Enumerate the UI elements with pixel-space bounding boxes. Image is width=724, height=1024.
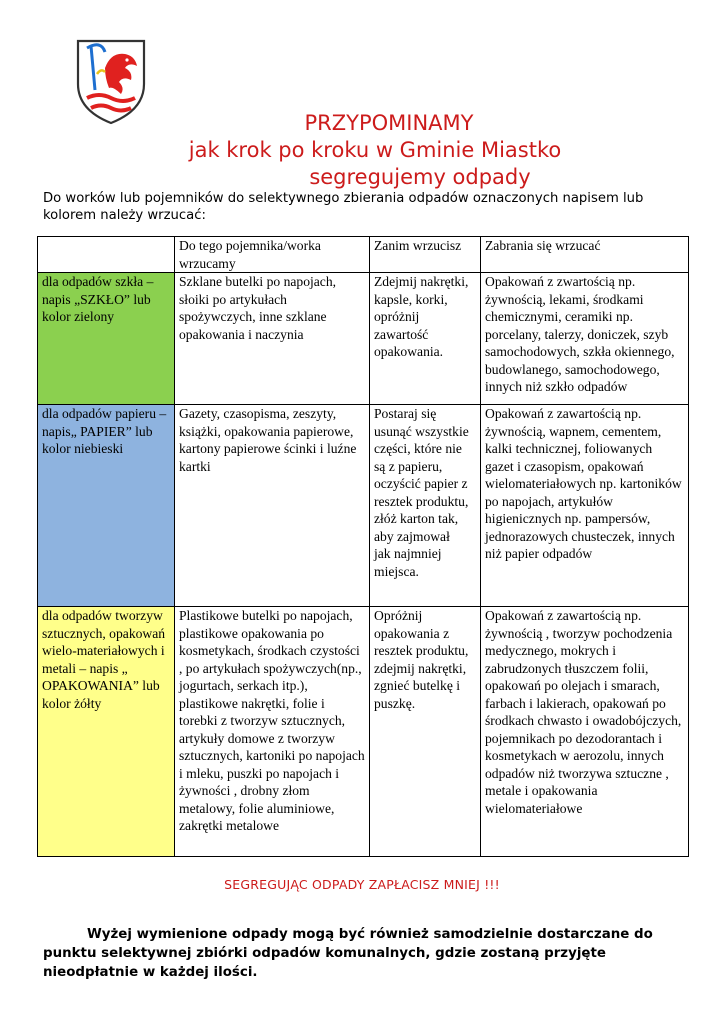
header-cell-forbidden: Zabrania się wrzucać (481, 237, 689, 273)
accepted-glass: Szklane butelki po napojach, słoiki po artykułach spożywczych, inne szklane opakowania i naczynia (179, 274, 337, 342)
accepted-cell-paper (175, 405, 370, 607)
header-cell-before: Zanim wrzucisz (370, 237, 481, 273)
category-paper: dla odpadów papieru – napis„ PAPIER” lub kolor niebieski (42, 406, 167, 456)
category-cell-paper (38, 405, 175, 607)
forbidden-cell-glass (481, 273, 689, 405)
forbidden-glass: Opakowań z zwartością np. żywnością, lekami, środkami chemicznymi, ceramiki np. porcelany, talerzy, doniczek, szyb samochodowych, szkła okiennego, budowlanego, samochodowego, innych niż szkło odpadów (485, 274, 675, 394)
forbidden-cell-paper (481, 405, 689, 607)
forbidden-packaging: Opakowań z zawartością np. żywnością , tworzyw pochodzenia medycznego, mokrych i zabrudzonych tłuszczem folii, opakowań po olejach i smarach, farbach i lakierach, opakowań po środkach chwasto i owadobójczych, pojemnikach po dezodorantach i kosmetykach w aerozolu, innych odpadów niż tworzywa sztuczne , metale i opakowania wielomateriałowe (485, 608, 682, 816)
page-title (140, 110, 610, 191)
title-line-3: segregujemy odpady (309, 165, 531, 189)
category-packaging: dla odpadów tworzyw sztucznych, opakowań wielo-materiałowych i metali – napis „ OPAKOWANIA” lub kolor żółty (42, 608, 166, 711)
table-header-row (38, 237, 689, 273)
before-cell-packaging (370, 607, 481, 857)
accepted-cell-glass (175, 273, 370, 405)
accepted-cell-packaging (175, 607, 370, 857)
category-glass: dla odpadów szkła – napis „SZKŁO” lub kolor zielony (42, 274, 154, 324)
title-line-2: jak krok po kroku w Gminie Miastko (188, 138, 562, 162)
forbidden-paper: Opakowań z zawartością np. żywnością, wapnem, cementem, kalki technicznej, foliowanych gazet i czasopism, opakowań wielomateriałowych np. kartoników po napojach, artykułów higienicznych np. pampersów, jednorazowych chusteczek, innych niż papier odpadów (485, 406, 682, 561)
table-row-paper (38, 405, 689, 607)
footer-note (43, 925, 693, 982)
forbidden-cell-packaging (481, 607, 689, 857)
municipal-crest-icon (75, 38, 147, 126)
accepted-paper: Gazety, czasopisma, zeszyty, książki, opakowania papierowe, kartony papierowe ścinki i luźne kartki (179, 406, 357, 474)
table-row-packaging (38, 607, 689, 857)
before-packaging: Opróżnij opakowania z resztek produktu, zdejmij nakrętki, zgnieć butelkę i puszkę. (374, 608, 469, 711)
waste-sorting-table (37, 236, 689, 857)
category-cell-glass (38, 273, 175, 405)
slogan: SEGREGUJĄC ODPADY ZAPŁACISZ MNIEJ !!! (224, 877, 500, 892)
before-cell-paper (370, 405, 481, 607)
intro-paragraph: Do worków lub pojemników do selektywnego zbierania odpadów oznaczonych napisem lub kolorem należy wrzucać: (43, 191, 644, 223)
header-cell-empty (38, 237, 175, 273)
footer-text: Wyżej wymienione odpady mogą być również samodzielnie dostarczane do punktu selektywnej zbiórki odpadów komunalnych, gdzie zostaną przyjęte nieodpłatnie w każdej ilości. (43, 927, 653, 980)
table-row-glass (38, 273, 689, 405)
title-line-1: PRZYPOMINAMY (304, 111, 474, 135)
before-glass: Zdejmij nakrętki, kapsle, korki, opróżnij zawartość opakowania. (374, 274, 469, 359)
category-cell-packaging (38, 607, 175, 857)
before-cell-glass (370, 273, 481, 405)
header-cell-accepted: Do tego pojemnika/worka wrzucamy (175, 237, 370, 273)
accepted-packaging: Plastikowe butelki po napojach, plastikowe opakowania po kosmetykach, środkach czystości , po artykułach spożywczych(np., jogurtach, serkach itp.), plastikowe nakrętki, folie i torebki z tworzyw sztucznych, artykuły domowe z tworzyw sztucznych, kartoniki po napojach i mleku, puszki po napojach i żywności , drobny złom metalowy, folie aluminiowe, zakrętki metalowe (179, 608, 365, 833)
before-paper: Postaraj się usunąć wszystkie części, które nie są z papieru, oczyścić papier z resztek produktu, złóż karton tak, aby zajmował jak najmniej miejsca. (374, 406, 469, 579)
